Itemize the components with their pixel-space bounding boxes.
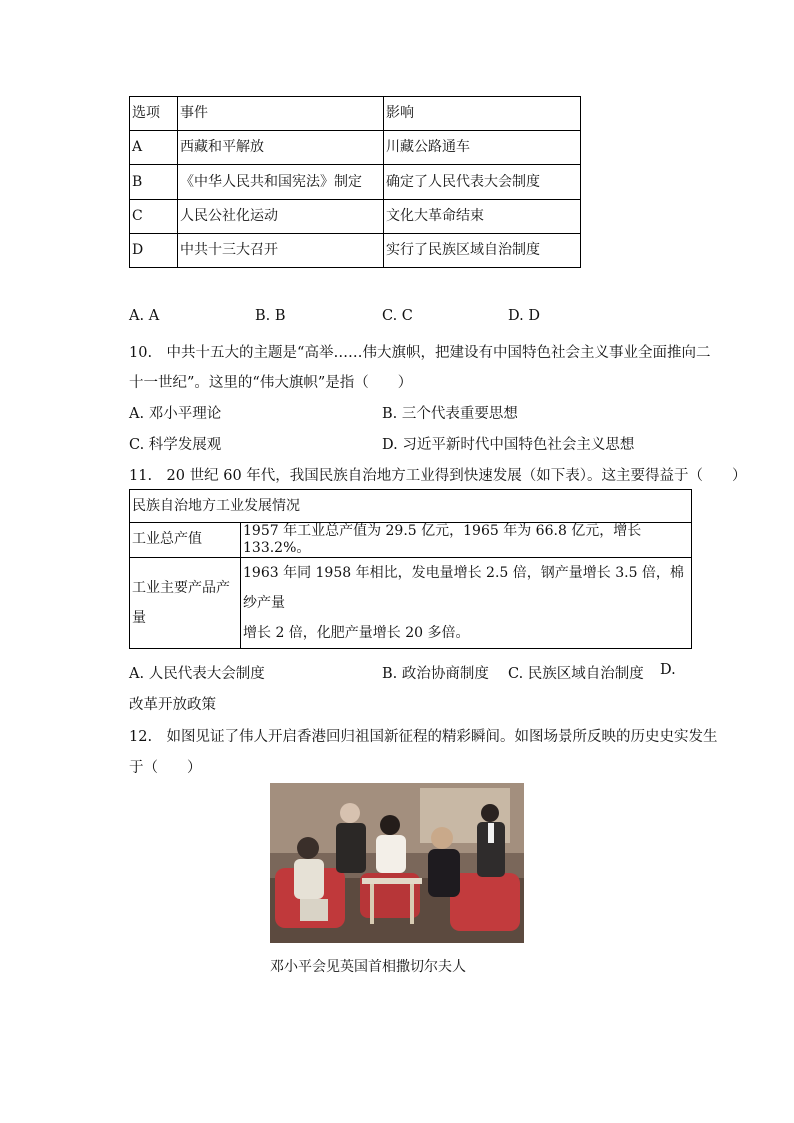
table-row [130,165,581,200]
table-header-cell: 选项 [130,97,178,131]
table-cell: 《中华人民共和国宪法》制定 [178,165,384,200]
photo-illustration [270,783,524,943]
table-cell: A [130,131,178,165]
q12-stem-line2: 于（ ） [129,760,202,776]
table-header-cell: 事件 [178,97,384,131]
industry-table [129,489,692,649]
table-row [130,200,581,234]
q9-option-b[interactable]: B. B [255,308,286,324]
row2-label-line1: 工业主要产品产 [132,579,230,596]
table-cell [241,557,692,648]
q10-option-c[interactable]: C. 科学发展观 [129,437,222,453]
q10-stem-line2: 十一世纪”。这里的“伟大旗帜”是指（ ） [129,375,413,391]
q9-option-a[interactable]: A. A [129,308,160,324]
table-row [130,557,692,648]
table-cell: B [130,165,178,200]
table-cell: 工业总产值 [130,523,241,558]
table-cell: 实行了民族区域自治制度 [384,234,581,268]
q9-option-c[interactable]: C. C [382,308,413,324]
table-cell: 确定了人民代表大会制度 [384,165,581,200]
table-cell: 西藏和平解放 [178,131,384,165]
table-cell [130,557,241,648]
table-cell: 中共十三大召开 [178,234,384,268]
q11-option-c[interactable]: C. 民族区域自治制度 [508,666,644,682]
options-table [129,96,581,268]
table-header-cell: 影响 [384,97,581,131]
q12-stem-line1: 12. 如图见证了伟人开启香港回归祖国新征程的精彩瞬间。如图场景所反映的历史史实发生 [129,729,718,745]
table-row [130,131,581,165]
q10-stem-line1: 10. 中共十五大的主题是“高举……伟大旗帜，把建设有中国特色社会主义事业全面推向二 [129,345,711,361]
q10-option-b[interactable]: B. 三个代表重要思想 [382,406,518,422]
table-cell: C [130,200,178,234]
row2-value-line2: 增长 2 倍，化肥产量增长 20 多倍。 [243,624,470,641]
photo-caption: 邓小平会见英国首相撒切尔夫人 [270,959,466,975]
table-cell: 文化大革命结束 [384,200,581,234]
table-row [130,234,581,268]
row2-label-line2: 量 [132,609,146,626]
table-cell: D [130,234,178,268]
q11-option-a[interactable]: A. 人民代表大会制度 [129,666,265,682]
industry-table-title: 民族自治地方工业发展情况 [130,490,692,523]
row2-value-line1: 1963 年同 1958 年相比，发电量增长 2.5 倍，钢产量增长 3.5 倍，棉纱产量 [243,564,684,611]
q11-stem: 11. 20 世纪 60 年代，我国民族自治地方工业得到快速发展（如下表）。这主要得益于（ ） [129,468,747,484]
q11-option-d-text[interactable]: 改革开放政策 [129,697,216,713]
q11-option-b[interactable]: B. 政治协商制度 [382,666,489,682]
table-row [130,523,692,558]
q10-option-a[interactable]: A. 邓小平理论 [129,406,222,422]
historical-photo [270,783,524,943]
table-cell: 川藏公路通车 [384,131,581,165]
q9-option-d[interactable]: D. D [508,308,540,324]
q11-option-d[interactable]: D. [660,662,676,678]
table-cell: 1957 年工业总产值为 29.5 亿元，1965 年为 66.8 亿元，增长 133.2%。 [241,523,692,558]
q10-option-d[interactable]: D. 习近平新时代中国特色社会主义思想 [382,437,635,453]
table-cell: 人民公社化运动 [178,200,384,234]
